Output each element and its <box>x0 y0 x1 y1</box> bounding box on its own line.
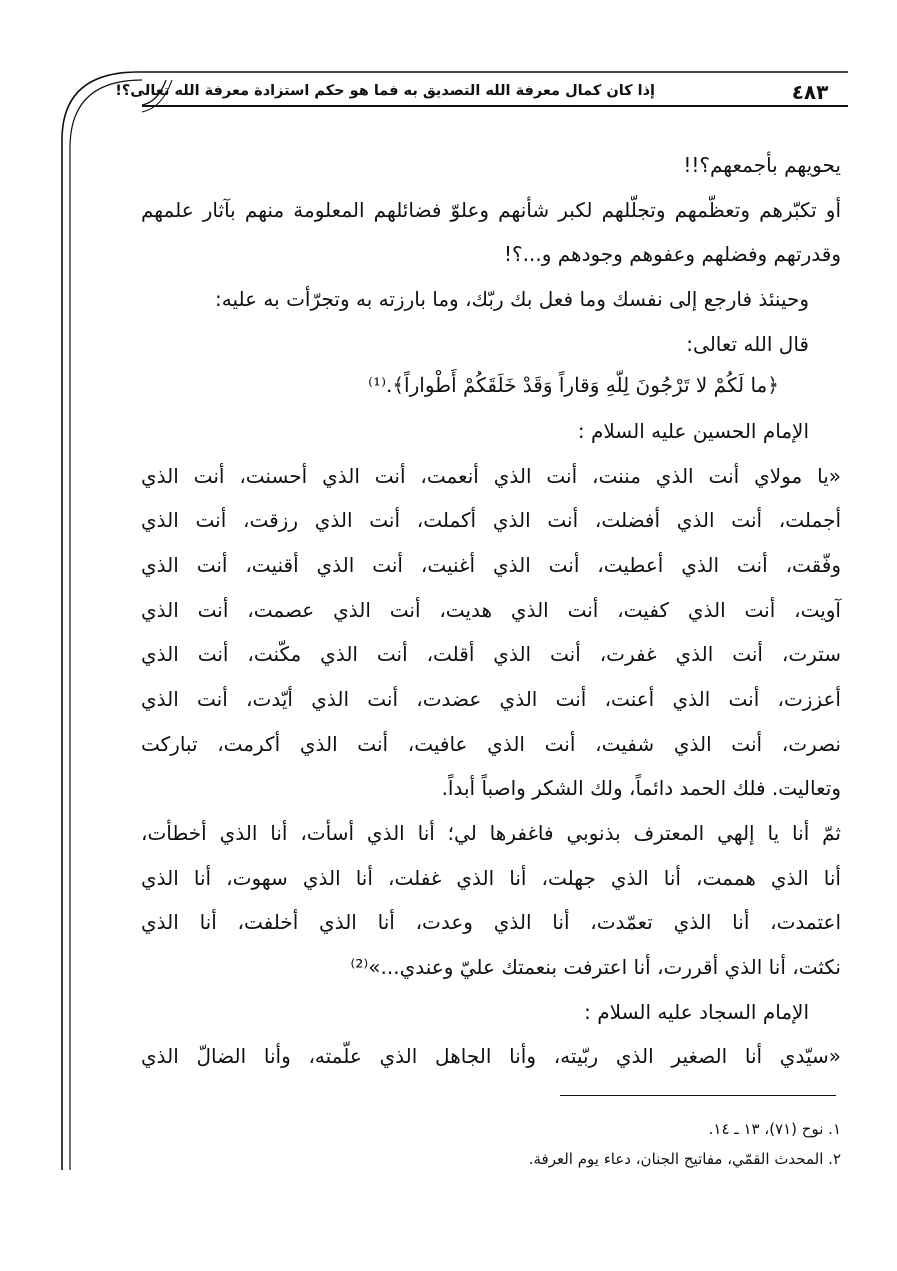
quran-verse: ﴿ما لَكُمْ لا تَرْجُونَ لِلّهِ وَقاراً وَقَدْ خَلَقَكُمْ أَطْواراً﴾.⁽¹⁾ <box>368 373 779 397</box>
text-line-16: ثمّ أنا يا إلهي المعترف بذنوبي فاغفرها لي؛ أنا الذي أسأت، أنا الذي أخطأت، <box>141 821 841 845</box>
text-line-15: وتعاليت. فلك الحمد دائماً، ولك الشكر واصباً أبداً. <box>441 776 841 800</box>
footnote-separator <box>560 1095 836 1096</box>
text-line-21: «سيّدي أنا الصغير الذي ربّيته، وأنا الجاهل الذي علّمته، وأنا الضالّ الذي <box>141 1044 841 1068</box>
footnote-1: ١. نوح (٧١)، ١٣ ـ ١٤. <box>708 1120 841 1138</box>
text-line-19: نكثت، أنا الذي أقررت، أنا اعترفت بنعمتك عليّ وعندي...»⁽²⁾ <box>350 955 841 979</box>
footnote-2: ٢. المحدث القمّي، مفاتيح الجنان، دعاء يوم العرفة. <box>528 1150 841 1168</box>
text-line-2: أو تكبّرهم وتعظّمهم وتجلّلهم لكبر شأنهم وعلوّ فضائلهم المعلومة منهم بآثار علمهم <box>141 198 841 222</box>
running-header-title: إذا كان كمال معرفة الله التصديق به فما هو حكم استزادة معرفة الله تعالى؟! <box>115 83 655 99</box>
text-line-10: وفّقت، أنت الذي أعطيت، أنت الذي أغنيت، أنت الذي أقنيت، أنت الذي <box>141 553 841 577</box>
page-number: ٤٨٣ <box>791 80 829 104</box>
text-line-8: «يا مولاي أنت الذي مننت، أنت الذي أنعمت، أنت الذي أحسنت، أنت الذي <box>141 464 841 488</box>
text-line-9: أجملت، أنت الذي أفضلت، أنت الذي أكملت، أنت الذي رزقت، أنت الذي <box>141 508 841 532</box>
text-line-4: وحينئذ فارجع إلى نفسك وما فعل بك ربّك، وما بارزته به وتجرّأت به عليه: <box>215 287 809 311</box>
section-heading-imam-hussein: الإمام الحسين عليه السلام : <box>577 419 809 443</box>
text-line-11: آويت، أنت الذي كفيت، أنت الذي هديت، أنت الذي عصمت، أنت الذي <box>141 598 841 622</box>
text-line-14: نصرت، أنت الذي شفيت، أنت الذي عافيت، أنت الذي أكرمت، تباركت <box>141 732 841 756</box>
text-line-1: يحويهم بأجمعهم؟!! <box>683 153 841 177</box>
text-line-5: قال الله تعالى: <box>686 332 809 356</box>
text-line-17: أنا الذي هممت، أنا الذي جهلت، أنا الذي غفلت، أنا الذي سهوت، أنا الذي <box>141 866 841 890</box>
header-frame-inner <box>70 80 142 1170</box>
text-line-3: وقدرتهم وفضلهم وعفوهم وجودهم و...؟! <box>504 242 841 266</box>
text-line-18: اعتمدت، أنا الذي تعمّدت، أنا الذي وعدت، أنا الذي أخلفت، أنا الذي <box>141 910 841 934</box>
text-line-13: أعززت، أنت الذي أعنت، أنت الذي عضدت، أنت الذي أيّدت، أنت الذي <box>141 687 841 711</box>
section-heading-imam-sajjad: الإمام السجاد عليه السلام : <box>584 1000 809 1024</box>
text-line-12: سترت، أنت الذي غفرت، أنت الذي أقلت، أنت الذي مكّنت، أنت الذي <box>141 642 841 666</box>
